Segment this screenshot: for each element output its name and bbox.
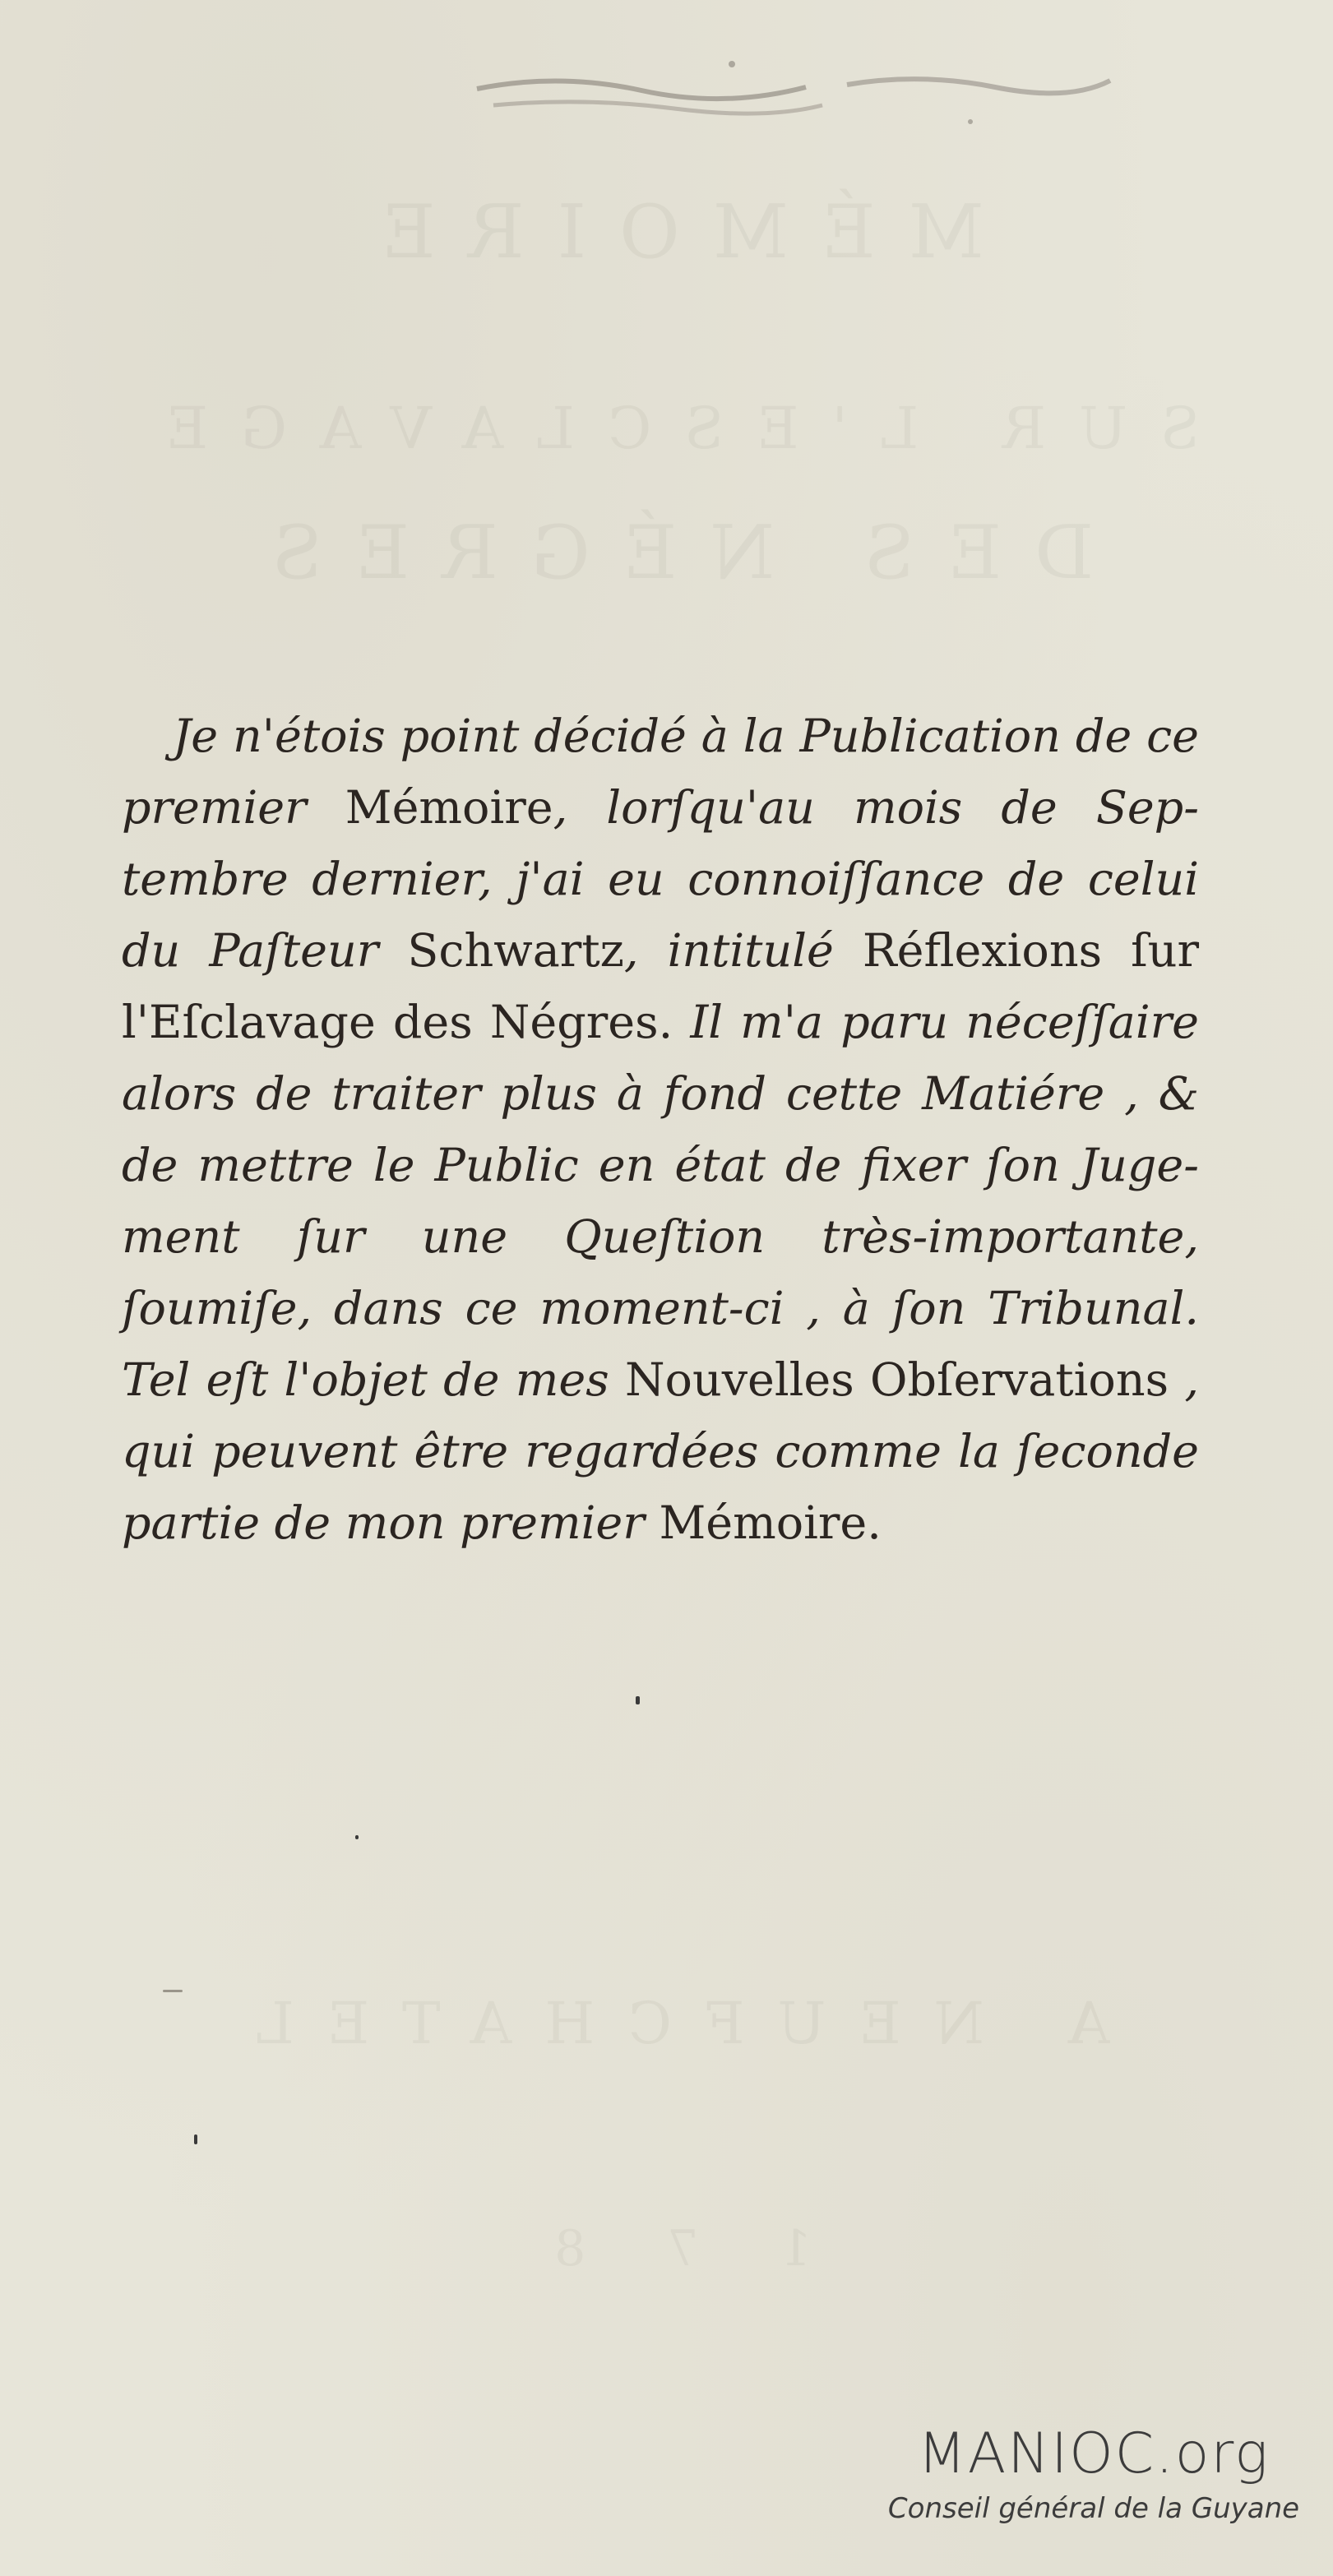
bleed-through-mark: MÉMOIRE: [349, 189, 984, 275]
text-run: , qui peuvent être regardées comme la ſeconde partie de mon premier: [122, 1353, 1199, 1550]
text-run: Mémoire: [345, 781, 553, 835]
text-run: Mémoire.: [659, 1496, 882, 1550]
logo-subtitle: Conseil général de la Guyane: [887, 2492, 1300, 2525]
manioc-logo[interactable]: [880, 2421, 1308, 2527]
bleed-through-mark: A NEUFCHATEL: [223, 1990, 1110, 2057]
text-run: , intitulé: [623, 924, 863, 978]
body-text: [122, 701, 1199, 1559]
bleed-through-mark: 1 7 8: [521, 2220, 812, 2278]
text-run: , lorſqu'au mois de Septembre dernier, j'ai eu connoiſſance de celui du: [122, 781, 1199, 978]
bleed-through-mark: SUR L'ESCLAVAGE: [132, 395, 1201, 462]
text-run: Schwartz: [378, 924, 624, 978]
bleed-through-mark: DES NÉGRES: [238, 510, 1095, 596]
text-run: Réflexions ſur l'Eſclavage des Négres.: [122, 924, 1199, 1049]
text-run: Paſteur: [209, 924, 379, 978]
paragraph: [122, 701, 1199, 1559]
text-run: Je n'étois point décidé à la: [173, 710, 800, 763]
text-run: Il m'a paru néceſſaire alors de traiter plus à fond cette Matiére , & de mettre le Public en état de fixer ſon Jugement ſur une Queſtion très-importante, ſoumiſe, dans ce moment-ci , à ſon Tribunal. Tel eſt l'objet de mes: [122, 996, 1200, 1407]
text-run: de ce premier: [122, 710, 1200, 835]
ink-smudge: [461, 39, 1118, 138]
text-run: Nouvelles Obſervations: [624, 1353, 1169, 1407]
text-run: Publication: [799, 710, 1061, 763]
logo-title: MANIOC.org: [918, 2421, 1270, 2486]
